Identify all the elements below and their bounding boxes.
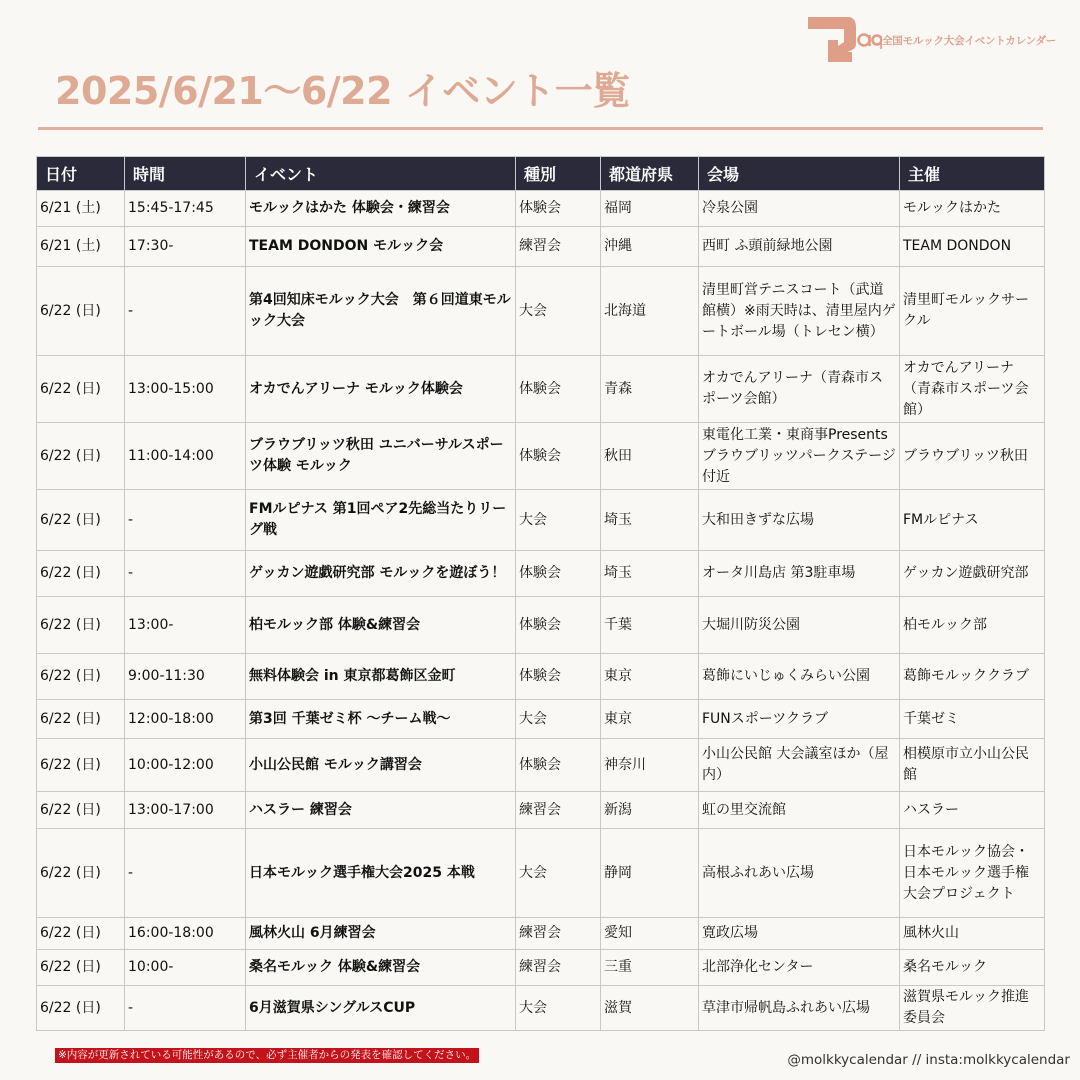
- cell-organizer: 風林火山: [900, 918, 1045, 950]
- col-type-header: 種別: [516, 157, 601, 191]
- cell-type: 体験会: [516, 551, 601, 597]
- table-row: [37, 597, 1045, 654]
- cell-type: 練習会: [516, 227, 601, 267]
- cell-organizer: TEAM DONDON: [900, 227, 1045, 267]
- cell-event: ハスラー 練習会: [246, 792, 516, 829]
- cell-date: 6/22 (日): [37, 792, 125, 829]
- cell-venue: 大和田きずな広場: [699, 490, 900, 551]
- cell-organizer: ハスラー: [900, 792, 1045, 829]
- cell-prefecture: 北海道: [601, 267, 699, 356]
- cell-organizer: 葛飾モルッククラブ: [900, 654, 1045, 700]
- cell-venue: 北部浄化センター: [699, 950, 900, 986]
- cell-time: -: [125, 490, 246, 551]
- cell-prefecture: 埼玉: [601, 490, 699, 551]
- cell-venue: 虹の里交流館: [699, 792, 900, 829]
- cell-time: 16:00-18:00: [125, 918, 246, 950]
- calendar-name: 全国モルック大会イベントカレンダー: [882, 35, 1057, 47]
- table-row: [37, 551, 1045, 597]
- col-venue-header: 会場: [699, 157, 900, 191]
- cell-date: 6/21 (土): [37, 227, 125, 267]
- cell-time: 10:00-: [125, 950, 246, 986]
- cell-event: 小山公民館 モルック講習会: [246, 739, 516, 792]
- cell-venue: 清里町営テニスコート（武道館横）※雨天時は、清里屋内ゲートボール場（トレセン横）: [699, 267, 900, 356]
- cell-organizer: 清里町モルックサークル: [900, 267, 1045, 356]
- cell-prefecture: 埼玉: [601, 551, 699, 597]
- cell-time: -: [125, 551, 246, 597]
- cell-type: 練習会: [516, 918, 601, 950]
- cell-organizer: 千葉ゼミ: [900, 700, 1045, 739]
- cell-event: 無料体験会 in 東京都葛飾区金町: [246, 654, 516, 700]
- cell-organizer: 桑名モルック: [900, 950, 1045, 986]
- table-row: [37, 423, 1045, 490]
- cell-prefecture: 静岡: [601, 829, 699, 918]
- cell-venue: 東電化工業・東商事Presentsブラウブリッツパークステージ付近: [699, 423, 900, 490]
- cell-type: 練習会: [516, 950, 601, 986]
- cell-date: 6/22 (日): [37, 551, 125, 597]
- social-handles: @molkkycalendar // insta:molkkycalendar: [787, 1052, 1070, 1068]
- cell-venue: オカでんアリーナ（青森市スポーツ会館）: [699, 356, 900, 423]
- cell-organizer: ゲッカン遊戯研究部: [900, 551, 1045, 597]
- cell-time: 13:00-17:00: [125, 792, 246, 829]
- cell-event: 6月滋賀県シングルスCUP: [246, 986, 516, 1031]
- cell-date: 6/22 (日): [37, 739, 125, 792]
- cell-organizer: 滋賀県モルック推進委員会: [900, 986, 1045, 1031]
- cell-type: 体験会: [516, 423, 601, 490]
- cell-type: 体験会: [516, 356, 601, 423]
- cell-prefecture: 東京: [601, 654, 699, 700]
- cell-type: 大会: [516, 490, 601, 551]
- col-event-header: イベント: [246, 157, 516, 191]
- cell-venue: 小山公民館 大会議室ほか（屋内）: [699, 739, 900, 792]
- cell-type: 大会: [516, 829, 601, 918]
- table-row: [37, 739, 1045, 792]
- cell-event: ゲッカン遊戯研究部 モルックを遊ぼう！: [246, 551, 516, 597]
- table-header-row: [37, 157, 1045, 191]
- cell-time: 15:45-17:45: [125, 191, 246, 227]
- cell-organizer: FMルピナス: [900, 490, 1045, 551]
- cell-time: -: [125, 829, 246, 918]
- cell-event: 日本モルック選手権大会2025 本戦: [246, 829, 516, 918]
- cell-event: 風林火山 6月練習会: [246, 918, 516, 950]
- col-date-header: 日付: [37, 157, 125, 191]
- cell-prefecture: 沖縄: [601, 227, 699, 267]
- cell-date: 6/22 (日): [37, 829, 125, 918]
- cell-date: 6/22 (日): [37, 700, 125, 739]
- cell-date: 6/22 (日): [37, 654, 125, 700]
- cell-time: -: [125, 267, 246, 356]
- cell-event: ブラウブリッツ秋田 ユニバーサルスポーツ体験 モルック: [246, 423, 516, 490]
- cell-type: 体験会: [516, 739, 601, 792]
- cell-prefecture: 福岡: [601, 191, 699, 227]
- col-prefecture-header: 都道府県: [601, 157, 699, 191]
- cell-venue: 西町 ふ頭前緑地公園: [699, 227, 900, 267]
- cell-organizer: 相模原市立小山公民館: [900, 739, 1045, 792]
- cell-type: 体験会: [516, 654, 601, 700]
- col-organizer-header: 主催: [900, 157, 1045, 191]
- table-row: [37, 267, 1045, 356]
- cell-prefecture: 三重: [601, 950, 699, 986]
- cell-time: 13:00-: [125, 597, 246, 654]
- cell-prefecture: 滋賀: [601, 986, 699, 1031]
- cell-prefecture: 新潟: [601, 792, 699, 829]
- table-row: [37, 792, 1045, 829]
- cell-event: オカでんアリーナ モルック体験会: [246, 356, 516, 423]
- table-row: [37, 700, 1045, 739]
- cell-event: 桑名モルック 体験&練習会: [246, 950, 516, 986]
- cell-date: 6/22 (日): [37, 423, 125, 490]
- cell-time: 12:00-18:00: [125, 700, 246, 739]
- cell-organizer: 日本モルック協会・日本モルック選手権大会プロジェクト: [900, 829, 1045, 918]
- update-notice: ※内容が更新されている可能性があるので、必ず主催者からの発表を確認してください。: [55, 1048, 479, 1063]
- table-row: [37, 918, 1045, 950]
- col-time-header: 時間: [125, 157, 246, 191]
- cell-type: 大会: [516, 700, 601, 739]
- cell-venue: 高根ふれあい広場: [699, 829, 900, 918]
- cell-time: -: [125, 986, 246, 1031]
- cell-time: 13:00-15:00: [125, 356, 246, 423]
- cell-event: 第3回 千葉ゼミ杯 〜チーム戦〜: [246, 700, 516, 739]
- cell-venue: オータ川島店 第3駐車場: [699, 551, 900, 597]
- cell-date: 6/22 (日): [37, 267, 125, 356]
- cell-organizer: オカでんアリーナ（青森市スポーツ会館）: [900, 356, 1045, 423]
- cell-event: TEAM DONDON モルック会: [246, 227, 516, 267]
- cell-event: モルックはかた 体験会・練習会: [246, 191, 516, 227]
- table-row: [37, 829, 1045, 918]
- cell-venue: FUNスポーツクラブ: [699, 700, 900, 739]
- table-row: [37, 950, 1045, 986]
- cell-type: 大会: [516, 267, 601, 356]
- cell-time: 11:00-14:00: [125, 423, 246, 490]
- cell-prefecture: 愛知: [601, 918, 699, 950]
- events-table: [36, 156, 1045, 1031]
- table-row: [37, 356, 1045, 423]
- cell-event: FMルピナス 第1回ペア2先総当たりリーグ戦: [246, 490, 516, 551]
- cell-organizer: ブラウブリッツ秋田: [900, 423, 1045, 490]
- cell-organizer: モルックはかた: [900, 191, 1045, 227]
- table-row: [37, 227, 1045, 267]
- cell-time: 10:00-12:00: [125, 739, 246, 792]
- cell-date: 6/22 (日): [37, 986, 125, 1031]
- cell-venue: 葛飾にいじゅくみらい公園: [699, 654, 900, 700]
- cell-venue: 大堀川防災公園: [699, 597, 900, 654]
- cell-date: 6/21 (土): [37, 191, 125, 227]
- cell-date: 6/22 (日): [37, 918, 125, 950]
- cell-prefecture: 東京: [601, 700, 699, 739]
- table-row: [37, 986, 1045, 1031]
- cell-prefecture: 秋田: [601, 423, 699, 490]
- cell-event: 柏モルック部 体験&練習会: [246, 597, 516, 654]
- cell-venue: 寛政広場: [699, 918, 900, 950]
- brand-logo: [806, 14, 1078, 66]
- cell-event: 第4回知床モルック大会 第６回道東モルック大会: [246, 267, 516, 356]
- cell-time: 17:30-: [125, 227, 246, 267]
- cell-venue: 冷泉公園: [699, 191, 900, 227]
- cell-prefecture: 神奈川: [601, 739, 699, 792]
- cell-date: 6/22 (日): [37, 356, 125, 423]
- title-divider: [38, 127, 1043, 130]
- cell-date: 6/22 (日): [37, 490, 125, 551]
- cell-type: 体験会: [516, 597, 601, 654]
- cell-time: 9:00-11:30: [125, 654, 246, 700]
- cell-venue: 草津市帰帆島ふれあい広場: [699, 986, 900, 1031]
- cell-organizer: 柏モルック部: [900, 597, 1045, 654]
- cell-date: 6/22 (日): [37, 597, 125, 654]
- cell-type: 練習会: [516, 792, 601, 829]
- cell-type: 体験会: [516, 191, 601, 227]
- page-title: 2025/6/21〜6/22 イベント一覧: [55, 69, 630, 113]
- cell-date: 6/22 (日): [37, 950, 125, 986]
- cell-prefecture: 千葉: [601, 597, 699, 654]
- cell-type: 大会: [516, 986, 601, 1031]
- table-row: [37, 654, 1045, 700]
- table-row: [37, 490, 1045, 551]
- cell-prefecture: 青森: [601, 356, 699, 423]
- table-row: [37, 191, 1045, 227]
- logo-mark-icon: [806, 14, 882, 64]
